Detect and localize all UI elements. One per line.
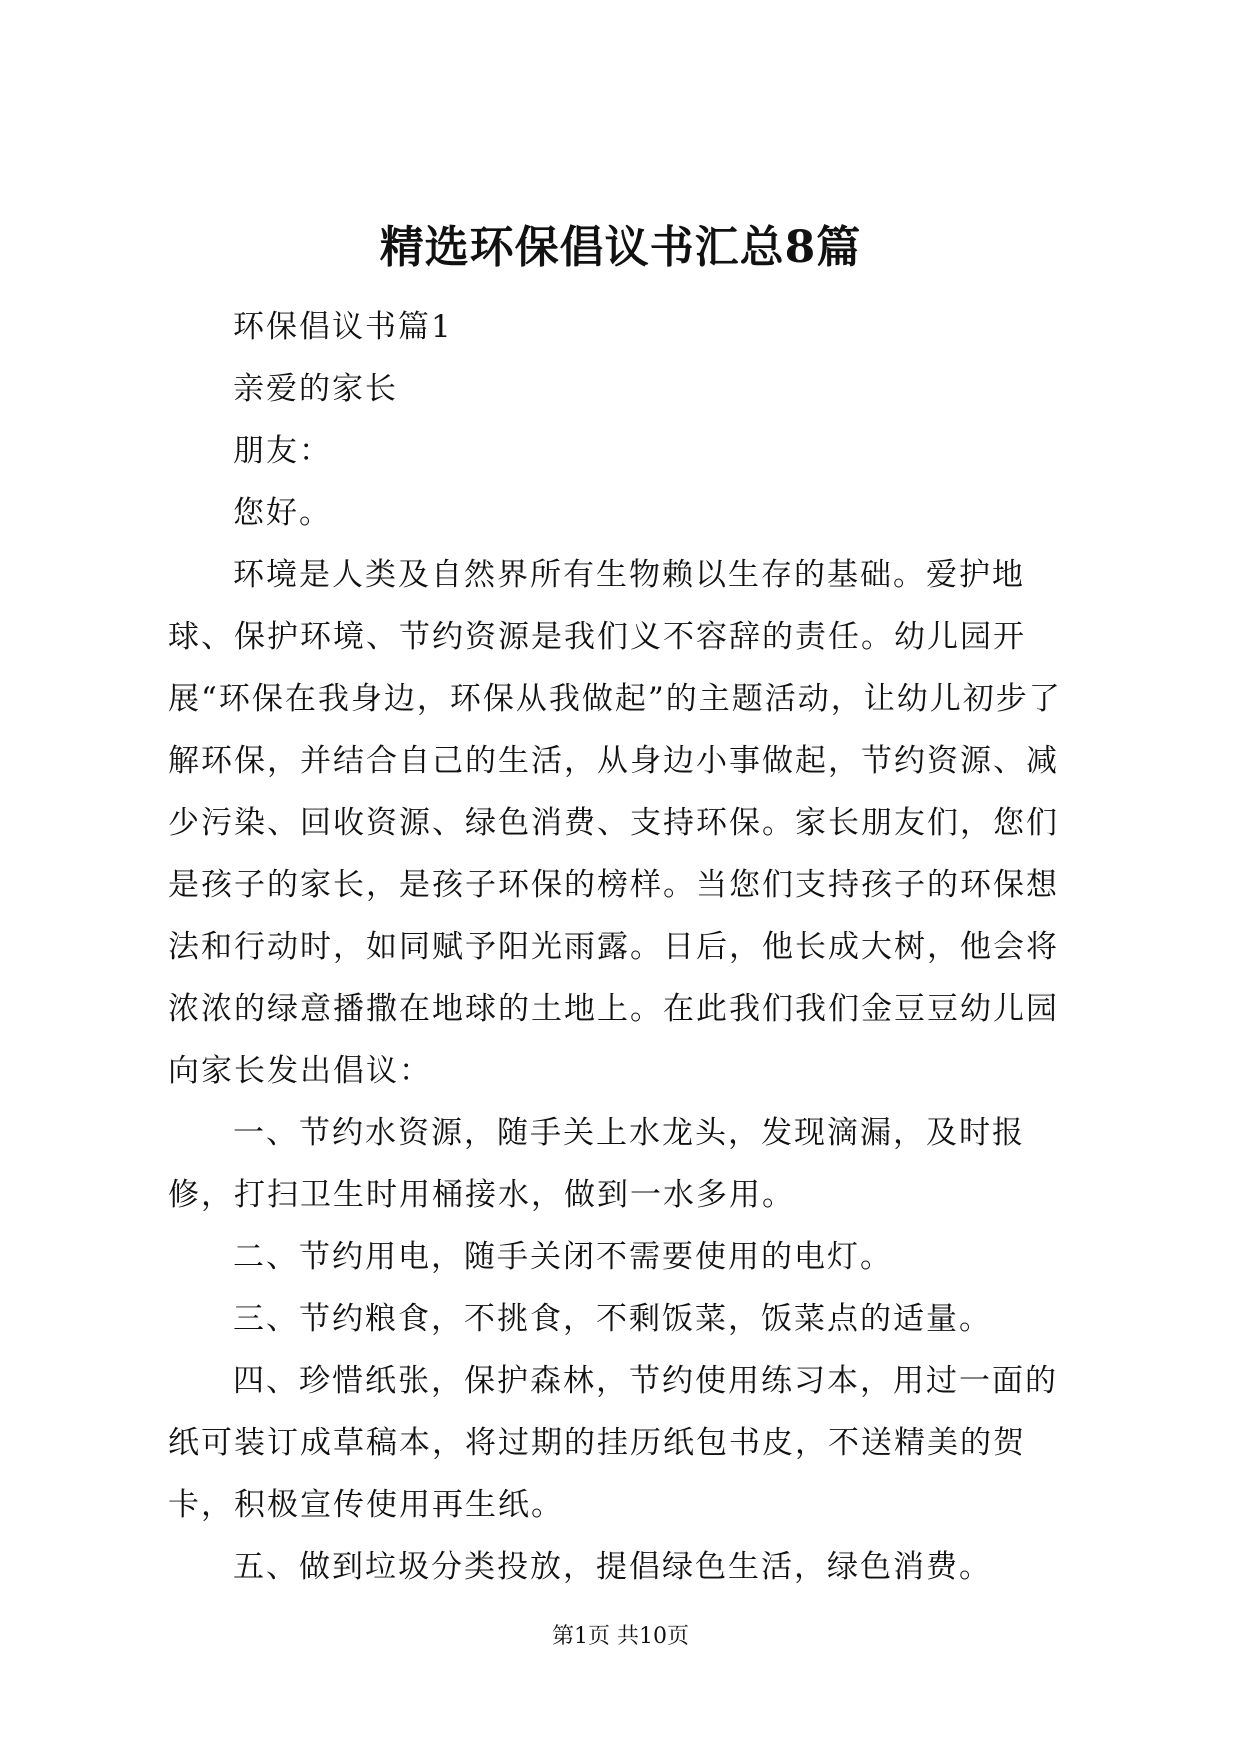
salutation-line: 朋友： (233, 433, 332, 469)
document-title: 精选环保倡议书汇总8篇 (379, 222, 862, 273)
proposal-item: 三、节约粮食，不挑食，不剩饭菜，饭菜点的适量。 (233, 1301, 992, 1337)
document-body (168, 296, 1088, 1598)
body-paragraph: 环境是人类及自然界所有生物赖以生存的基础。爱护地球、保护环境、节约资源是我们义不容辞的责任。幼儿园开展“环保在我身边，环保从我做起”的主题活动，让幼儿初步了解环保，并结合自己的生活，从身边小事做起，节约资源、减少污染、回收资源、绿色消费、支持环保。家长朋友们，您们是孩子的家长，是孩子环保的榜样。当您们支持孩子的环保想法和行动时，如同赋予阳光雨露。日后，他长成大树，他会将浓浓的绿意播撒在地球的土地上。在此我们我们金豆豆幼儿园向家长发出倡议： (168, 557, 1062, 1089)
section-heading: 环保倡议书篇1 (233, 309, 453, 345)
proposal-item: 二、节约用电，随手关闭不需要使用的电灯。 (233, 1239, 893, 1275)
salutation-line: 亲爱的家长 (233, 371, 398, 407)
page-number-footer: 第1页 共10页 (552, 1624, 689, 1649)
greeting: 您好。 (233, 495, 332, 531)
proposal-item: 一、节约水资源，随手关上水龙头，发现滴漏，及时报修，打扫卫生时用桶接水，做到一水多用。 (168, 1115, 1025, 1213)
proposal-item: 五、做到垃圾分类投放，提倡绿色生活，绿色消费。 (233, 1549, 992, 1585)
proposal-item: 四、珍惜纸张，保护森林，节约使用练习本，用过一面的纸可装订成草稿本，将过期的挂历纸包书皮，不送精美的贺卡，积极宣传使用再生纸。 (168, 1363, 1058, 1523)
